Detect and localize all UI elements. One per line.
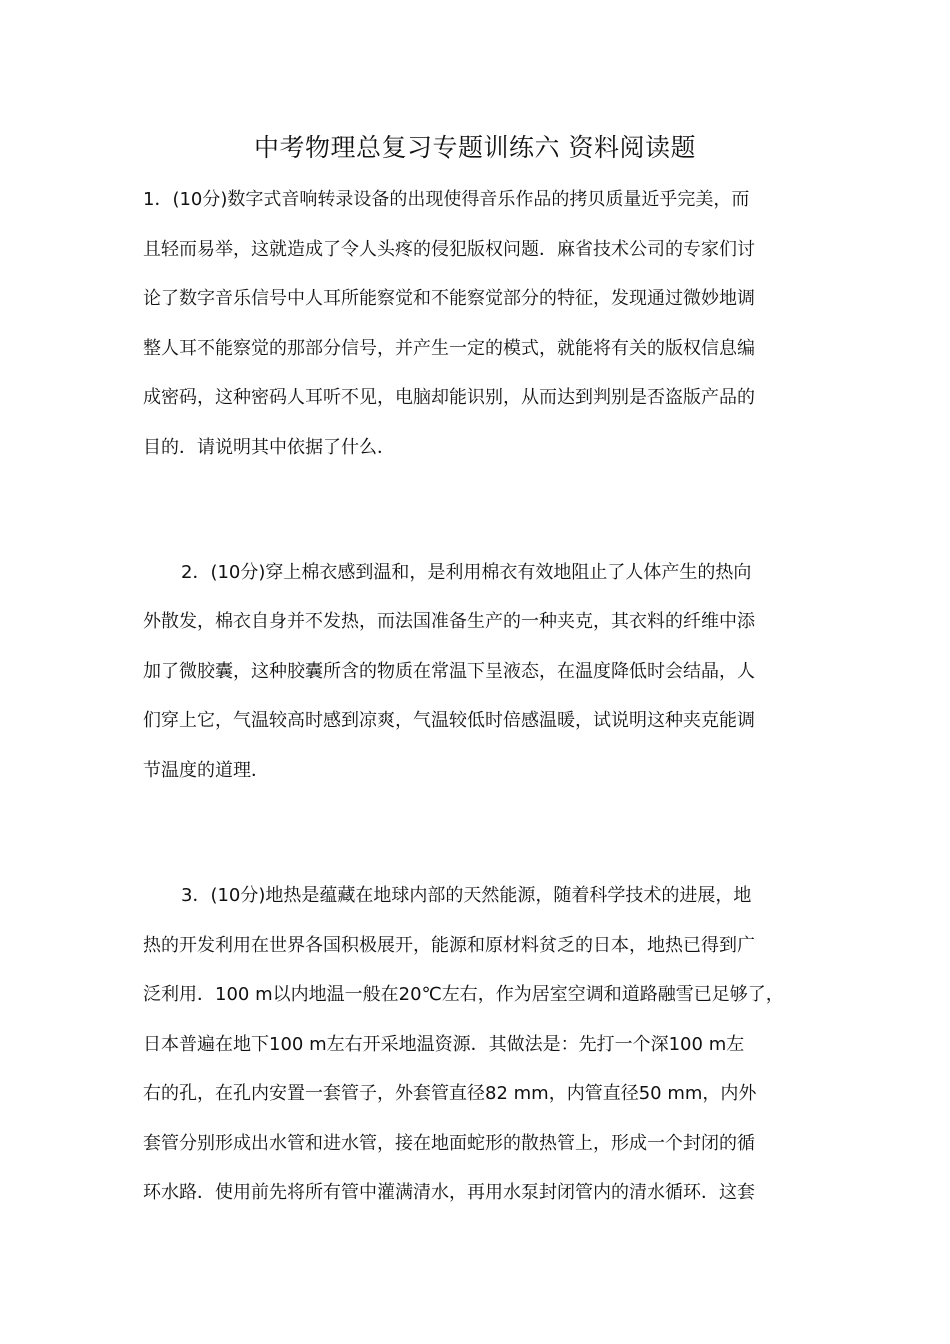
- question-2-line: 2．(10分)穿上棉衣感到温和，是利用棉衣有效地阻止了人体产生的热向: [181, 562, 752, 583]
- question-1-line: 论了数字音乐信号中人耳所能察觉和不能察觉部分的特征，发现通过微妙地调: [143, 288, 755, 309]
- question-3-line: 右的孔，在孔内安置一套管子，外套管直径82 mm，内管直径50 mm，内外: [143, 1083, 757, 1104]
- question-1-line: 目的．请说明其中依据了什么．: [143, 437, 395, 458]
- question-3-line: 环水路．使用前先将所有管中灌满清水，再用水泵封闭管内的清水循环．这套: [143, 1182, 755, 1203]
- question-2-line: 加了微胶囊，这种胶囊所含的物质在常温下呈液态，在温度降低时会结晶，人: [143, 661, 755, 682]
- question-2-line: 节温度的道理．: [143, 760, 269, 781]
- page-title: 中考物理总复习专题训练六 资料阅读题: [254, 133, 696, 162]
- question-2-line: 们穿上它，气温较高时感到凉爽，气温较低时倍感温暖，试说明这种夹克能调: [143, 710, 755, 731]
- question-1-line: 1．(10分)数字式音响转录设备的出现使得音乐作品的拷贝质量近乎完美，而: [143, 189, 750, 210]
- question-1-line: 成密码，这种密码人耳听不见，电脑却能识别，从而达到判别是否盗版产品的: [143, 387, 755, 408]
- question-3-line: 3．(10分)地热是蕴藏在地球内部的天然能源，随着科学技术的进展，地: [181, 885, 752, 906]
- question-3-line: 热的开发利用在世界各国积极展开，能源和原材料贫乏的日本，地热已得到广: [143, 935, 755, 956]
- question-3-line: 泛利用．100 m以内地温一般在20℃左右，作为居室空调和道路融雪已足够了，: [143, 984, 784, 1005]
- question-3-line: 日本普遍在地下100 m左右开采地温资源．其做法是：先打一个深100 m左: [143, 1034, 745, 1055]
- question-1-line: 且轻而易举，这就造成了令人头疼的侵犯版权问题．麻省技术公司的专家们讨: [143, 239, 755, 260]
- question-2-line: 外散发，棉衣自身并不发热，而法国准备生产的一种夹克，其衣料的纤维中添: [143, 611, 755, 632]
- question-3-line: 套管分别形成出水管和进水管，接在地面蛇形的散热管上，形成一个封闭的循: [143, 1133, 755, 1154]
- question-1-line: 整人耳不能察觉的那部分信号，并产生一定的模式，就能将有关的版权信息编: [143, 338, 755, 359]
